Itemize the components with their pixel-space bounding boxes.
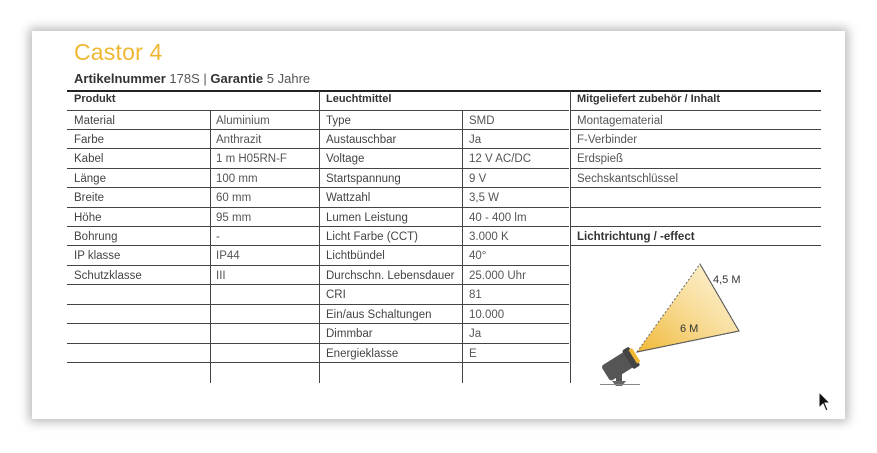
leuchtmittel-value-lebensdauer: 25.000 Uhr — [469, 270, 526, 282]
produkt-value-schutzklasse: III — [216, 270, 226, 282]
lamp-stem — [616, 371, 622, 381]
leuchtmittel-value-dimmbar: Ja — [469, 328, 482, 340]
row-divider — [570, 245, 821, 246]
leuchtmittel-label-lebensdauer: Durchschn. Lebensdauer — [326, 270, 455, 282]
leuchtmittel-value-austauschbar: Ja — [469, 134, 482, 146]
product-subtitle — [74, 71, 310, 86]
mitgeliefert-item: Montagematerial — [577, 115, 663, 127]
leuchtmittel-label-energieklasse: Energieklasse — [326, 348, 399, 360]
column-divider — [570, 91, 571, 383]
row-divider — [67, 343, 569, 344]
beam-width-label: 4,5 M — [713, 274, 741, 286]
leuchtmittel-value-lumen: 40 - 400 lm — [469, 212, 527, 224]
leuchtmittel-label-schaltungen: Ein/aus Schaltungen — [326, 309, 432, 321]
table-top-rule — [67, 90, 821, 92]
column-title-mitgeliefert: Mitgeliefert zubehör / Inhalt — [577, 93, 721, 105]
produkt-label-breite: Breite — [74, 192, 105, 204]
row-divider — [67, 207, 569, 208]
produkt-value-breite: 60 mm — [216, 192, 252, 204]
leuchtmittel-value-startspannung: 9 V — [469, 173, 487, 185]
row-divider — [67, 168, 569, 169]
row-divider — [67, 187, 569, 188]
produkt-value-bohrung: - — [216, 231, 220, 243]
produkt-label-schutzklasse: Schutzklasse — [74, 270, 142, 282]
produkt-label-material: Material — [74, 115, 115, 127]
lichtrichtung-heading: Lichtrichtung / -effect — [577, 231, 695, 243]
row-divider — [67, 304, 569, 305]
leuchtmittel-label-lumen: Lumen Leistung — [326, 212, 408, 224]
leuchtmittel-value-energieklasse: E — [469, 348, 477, 360]
ground-line — [600, 384, 640, 385]
column-divider — [462, 110, 463, 383]
article-number: 178S — [169, 71, 200, 86]
mitgeliefert-item: Sechskantschlüssel — [577, 173, 678, 185]
leuchtmittel-label-cct: Licht Farbe (CCT) — [326, 231, 419, 243]
row-divider — [67, 226, 569, 227]
product-title: Castor 4 — [74, 39, 163, 65]
column-title-leuchtmittel: Leuchtmittel — [326, 93, 392, 105]
row-divider — [67, 284, 569, 285]
leuchtmittel-label-austauschbar: Austauschbar — [326, 134, 397, 146]
lamp-stake — [612, 381, 626, 386]
produkt-label-farbe: Farbe — [74, 134, 105, 146]
warranty-label: Garantie — [210, 71, 264, 86]
row-divider — [67, 323, 569, 324]
row-divider — [67, 362, 569, 363]
leuchtmittel-value-wattzahl: 3,5 W — [469, 192, 500, 204]
separator: | — [203, 71, 207, 86]
produkt-label-ip-klasse: IP klasse — [74, 250, 121, 262]
produkt-value-ip-klasse: IP44 — [216, 250, 240, 262]
row-divider — [570, 110, 821, 111]
row-divider — [570, 168, 821, 169]
produkt-value-material: Aluminium — [216, 115, 270, 127]
leuchtmittel-value-cct: 3.000 K — [469, 231, 509, 243]
row-divider — [67, 129, 569, 130]
mouse-pointer-icon — [818, 391, 832, 413]
leuchtmittel-value-voltage: 12 V AC/DC — [469, 153, 531, 165]
mitgeliefert-item: Erdspieß — [577, 153, 624, 165]
leuchtmittel-label-dimmbar: Dimmbar — [326, 328, 373, 340]
leuchtmittel-value-cri: 81 — [469, 289, 482, 301]
produkt-label-kabel: Kabel — [74, 153, 104, 165]
row-divider — [570, 129, 821, 130]
row-divider — [67, 148, 569, 149]
row-divider — [570, 148, 821, 149]
leuchtmittel-value-lichtbuendel: 40° — [469, 250, 487, 262]
row-divider — [67, 265, 569, 266]
produkt-label-hoehe: Höhe — [74, 212, 102, 224]
produkt-value-hoehe: 95 mm — [216, 212, 252, 224]
leuchtmittel-label-voltage: Voltage — [326, 153, 365, 165]
leuchtmittel-value-type: SMD — [469, 115, 495, 127]
produkt-value-laenge: 100 mm — [216, 173, 258, 185]
leuchtmittel-label-wattzahl: Wattzahl — [326, 192, 371, 204]
mitgeliefert-item: F-Verbinder — [577, 134, 638, 146]
spotlight-icon — [592, 252, 792, 387]
row-divider — [570, 187, 821, 188]
row-divider — [67, 245, 569, 246]
row-divider — [570, 207, 821, 208]
leuchtmittel-label-type: Type — [326, 115, 351, 127]
leuchtmittel-label-lichtbuendel: Lichtbündel — [326, 250, 385, 262]
produkt-value-farbe: Anthrazit — [216, 134, 262, 146]
produkt-label-bohrung: Bohrung — [74, 231, 118, 243]
leuchtmittel-value-schaltungen: 10.000 — [469, 309, 505, 321]
leuchtmittel-label-cri: CRI — [326, 289, 346, 301]
warranty-value: 5 Jahre — [266, 71, 311, 86]
column-divider — [319, 91, 320, 383]
produkt-label-laenge: Länge — [74, 173, 106, 185]
row-divider — [67, 110, 569, 111]
spec-sheet — [32, 31, 845, 419]
column-title-produkt: Produkt — [74, 93, 116, 105]
produkt-value-kabel: 1 m H05RN-F — [216, 153, 287, 165]
row-divider — [570, 226, 821, 227]
article-label: Artikelnummer — [74, 71, 166, 86]
leuchtmittel-label-startspannung: Startspannung — [326, 173, 401, 185]
column-divider — [210, 110, 211, 383]
beam-distance-label: 6 M — [680, 323, 699, 335]
